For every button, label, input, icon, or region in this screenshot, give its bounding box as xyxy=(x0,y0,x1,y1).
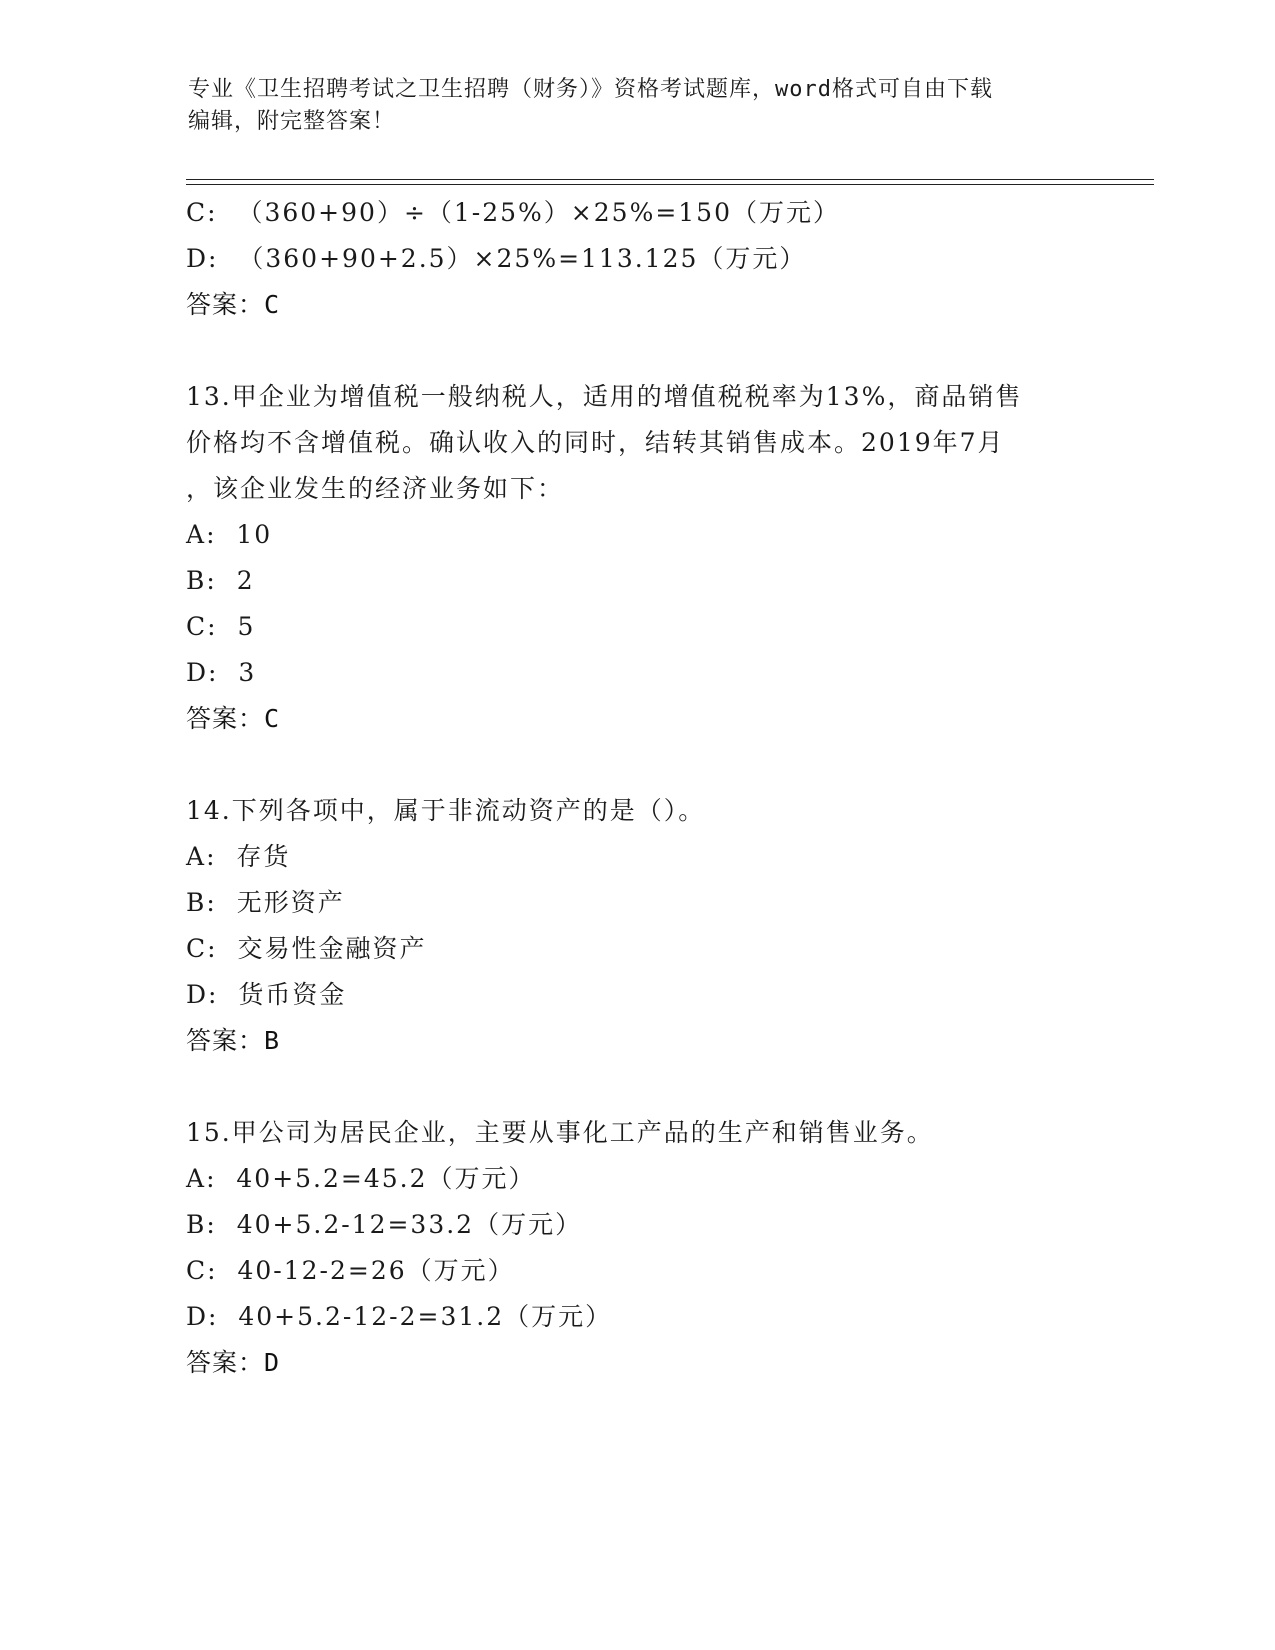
option-label: B xyxy=(186,1210,207,1239)
option-line: B: 40+5.2-12=33.2（万元） xyxy=(186,1210,583,1239)
question-block-continued xyxy=(186,190,1086,328)
option-text: 2 xyxy=(236,566,255,595)
option-text: （360+90+2.5）×25%=113.125（万元） xyxy=(238,244,807,273)
question-block-14 xyxy=(186,788,1086,1064)
option-label: D xyxy=(186,980,209,1009)
option-label: D xyxy=(186,1302,209,1331)
option-line: B: 无形资产 xyxy=(186,888,345,917)
option-text: 交易性金融资产 xyxy=(237,934,427,963)
option-text: 5 xyxy=(237,612,256,641)
option-text: 无形资产 xyxy=(236,888,345,917)
option-text: 40+5.2=45.2（万元） xyxy=(236,1164,536,1193)
question-stem-line: 13.甲企业为增值税一般纳税人，适用的增值税税率为13%，商品销售 xyxy=(186,382,1023,411)
option-label: D xyxy=(186,658,209,687)
option-text: 40+5.2-12-2=31.2（万元） xyxy=(238,1302,613,1331)
option-label: C xyxy=(186,1256,208,1285)
question-block-13 xyxy=(186,374,1086,742)
option-label: C xyxy=(186,612,208,641)
option-label: B xyxy=(186,566,207,595)
option-text: （360+90）÷（1-25%）×25%=150（万元） xyxy=(237,198,840,227)
option-text: 10 xyxy=(236,520,273,549)
header-divider-top xyxy=(186,179,1154,180)
option-line: D: 40+5.2-12-2=31.2（万元） xyxy=(186,1302,613,1331)
option-line: A: 存货 xyxy=(186,842,291,871)
option-line: C: 5 xyxy=(186,612,256,641)
option-line: C: 交易性金融资产 xyxy=(186,934,427,963)
answer-line: 答案：C xyxy=(186,290,281,319)
option-label: A xyxy=(186,842,207,871)
option-line: D: （360+90+2.5）×25%=113.125（万元） xyxy=(186,244,807,273)
header-divider-bottom xyxy=(186,184,1154,185)
option-text: 3 xyxy=(238,658,257,687)
answer-line: 答案：D xyxy=(186,1348,281,1377)
option-text: 存货 xyxy=(236,842,291,871)
option-line: A: 40+5.2=45.2（万元） xyxy=(186,1164,536,1193)
option-line: A: 10 xyxy=(186,520,273,549)
document-header xyxy=(188,74,1088,138)
question-stem-line: ，该企业发生的经济业务如下： xyxy=(186,474,565,503)
option-line: D: 货币资金 xyxy=(186,980,347,1009)
answer-line: 答案：B xyxy=(186,1026,281,1055)
question-stem-line: 14.下列各项中，属于非流动资产的是（）。 xyxy=(186,796,706,825)
option-line: D: 3 xyxy=(186,658,257,687)
option-label: D xyxy=(186,244,209,273)
question-list xyxy=(186,190,1086,1386)
option-line: B: 2 xyxy=(186,566,255,595)
answer-line: 答案：C xyxy=(186,704,281,733)
option-label: A xyxy=(186,520,207,549)
question-stem-line: 价格均不含增值税。确认收入的同时，结转其销售成本。2019年7月 xyxy=(186,428,1005,457)
header-line-2: 编辑，附完整答案！ xyxy=(188,109,396,134)
option-text: 货币资金 xyxy=(238,980,347,1009)
option-label: A xyxy=(186,1164,207,1193)
option-text: 40+5.2-12=33.2（万元） xyxy=(236,1210,583,1239)
option-label: C xyxy=(186,934,208,963)
option-label: B xyxy=(186,888,207,917)
header-line-1: 专业《卫生招聘考试之卫生招聘（财务）》资格考试题库，word格式可自由下载 xyxy=(188,77,993,102)
option-text: 40-12-2=26（万元） xyxy=(237,1256,515,1285)
option-line: C: （360+90）÷（1-25%）×25%=150（万元） xyxy=(186,198,840,227)
option-label: C xyxy=(186,198,208,227)
question-block-15 xyxy=(186,1110,1086,1386)
option-line: C: 40-12-2=26（万元） xyxy=(186,1256,515,1285)
question-stem-line: 15.甲公司为居民企业，主要从事化工产品的生产和销售业务。 xyxy=(186,1118,934,1147)
